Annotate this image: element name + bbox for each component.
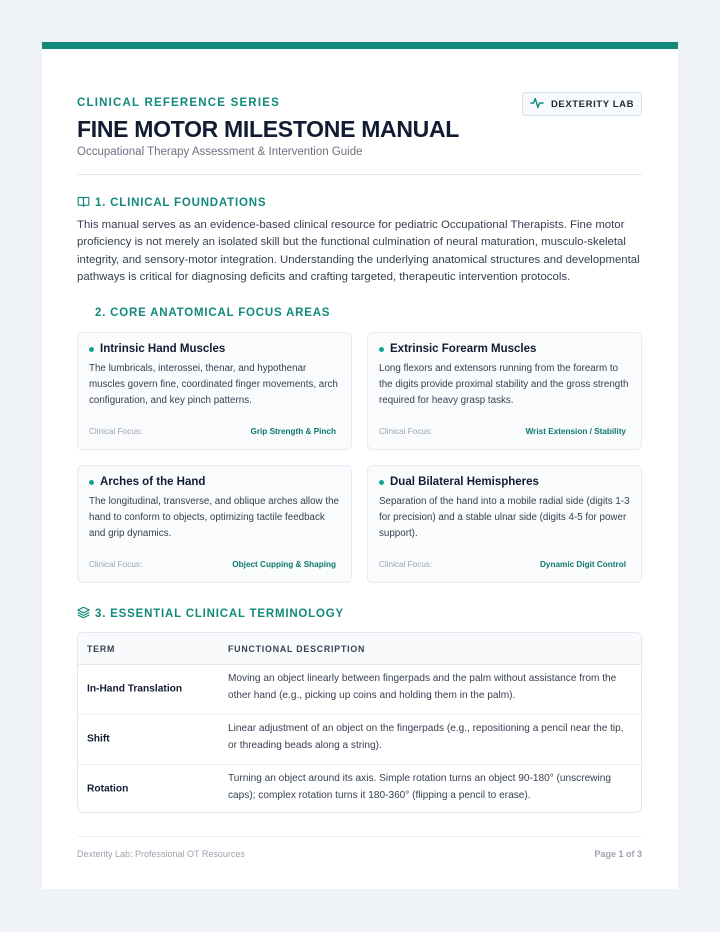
header-divider <box>77 174 642 175</box>
terminology-table <box>77 632 642 813</box>
card-description: The lumbricals, interossei, thenar, and hypothenar muscles govern fine, coordinated finger movements, arch configuration, and key pinch patterns. <box>89 363 338 406</box>
card-focus-label: Clinical Focus: <box>379 560 433 569</box>
card-focus-value: Object Cupping & Shaping <box>232 560 336 569</box>
term-cell: In-Hand Translation <box>87 683 183 695</box>
bullet-dot <box>89 480 94 485</box>
card-focus-value: Wrist Extension / Stability <box>525 427 626 436</box>
focus-card <box>77 332 352 450</box>
badge-label: DEXTERITY LAB <box>550 98 635 110</box>
term-cell: Rotation <box>87 783 129 795</box>
card-title: Extrinsic Forearm Muscles <box>390 343 537 355</box>
document-page <box>42 42 678 889</box>
card-focus-label: Clinical Focus: <box>379 427 433 436</box>
table-row <box>78 764 641 813</box>
layers-icon <box>77 606 90 622</box>
bullet-dot <box>89 347 94 352</box>
column-header-term: TERM <box>87 644 116 654</box>
pulse-icon <box>530 96 544 113</box>
brand-badge <box>522 92 642 116</box>
card-focus-label: Clinical Focus: <box>89 560 143 569</box>
intro-paragraph: This manual serves as an evidence-based clinical resource for pediatric Occupational Therapists. Fine motor proficiency is not merely an isolated skill but the functional culmination of neural maturation, musculo-skeletal integrity, and sensory-motor integration. Understanding the underlying anatomical structures and developmental pathways is critical for diagnosing deficits and crafting targeted, therapeutic intervention protocols. <box>77 219 640 284</box>
card-focus-value: Dynamic Digit Control <box>540 560 626 569</box>
section-heading-foundations <box>77 195 266 211</box>
table-row <box>78 714 641 765</box>
section-heading-text: 2. CORE ANATOMICAL FOCUS AREAS <box>95 307 331 319</box>
page-subtitle: Occupational Therapy Assessment & Intervention Guide <box>77 146 363 158</box>
section-heading-text: 1. CLINICAL FOUNDATIONS <box>95 197 267 209</box>
card-description: Long flexors and extensors running from the forearm to the digits provide proximal stability and the gross strength required for heavy grasp tasks. <box>379 363 629 406</box>
section-heading-focus <box>95 307 330 319</box>
page-number: Page 1 of 3 <box>594 849 642 859</box>
bullet-dot <box>379 480 384 485</box>
focus-card <box>367 465 642 583</box>
table-header <box>78 633 641 665</box>
section-heading-text: 3. ESSENTIAL CLINICAL TERMINOLOGY <box>95 608 344 620</box>
bullet-dot <box>379 347 384 352</box>
book-icon <box>77 195 90 211</box>
card-title: Dual Bilateral Hemispheres <box>390 476 539 488</box>
card-description: The longitudinal, transverse, and oblique arches allow the hand to conform to objects, optimizing tactile feedback and grip dynamics. <box>89 496 339 539</box>
card-title: Arches of the Hand <box>100 476 206 488</box>
focus-card <box>77 465 352 583</box>
description-cell: Turning an object around its axis. Simple rotation turns an object 90-180° (unscrewing caps); complex rotation turns it 180-360° (flipping a pencil to erase). <box>228 773 611 801</box>
card-focus-value: Grip Strength & Pinch <box>250 427 336 436</box>
description-cell: Linear adjustment of an object on the fingerpads (e.g., repositioning a pencil near the tip, or threading beads along a string). <box>228 723 624 751</box>
description-cell: Moving an object linearly between fingerpads and the palm without assistance from the other hand (e.g., picking up coins and holding them in the palm). <box>228 673 617 701</box>
column-header-description: FUNCTIONAL DESCRIPTION <box>228 644 366 654</box>
term-cell: Shift <box>87 733 110 745</box>
footer-divider <box>77 836 642 837</box>
card-focus-label: Clinical Focus: <box>89 427 143 436</box>
series-label: CLINICAL REFERENCE SERIES <box>77 97 280 109</box>
card-title: Intrinsic Hand Muscles <box>100 343 226 355</box>
footer-source: Dexterity Lab: Professional OT Resources <box>77 849 245 859</box>
section-heading-terminology <box>77 606 344 622</box>
table-row <box>78 664 641 715</box>
focus-card <box>367 332 642 450</box>
card-description: Separation of the hand into a mobile radial side (digits 1-3 for precision) and a stable ulnar side (digits 4-5 for power support). <box>379 496 630 539</box>
page-title: FINE MOTOR MILESTONE MANUAL <box>77 116 460 142</box>
